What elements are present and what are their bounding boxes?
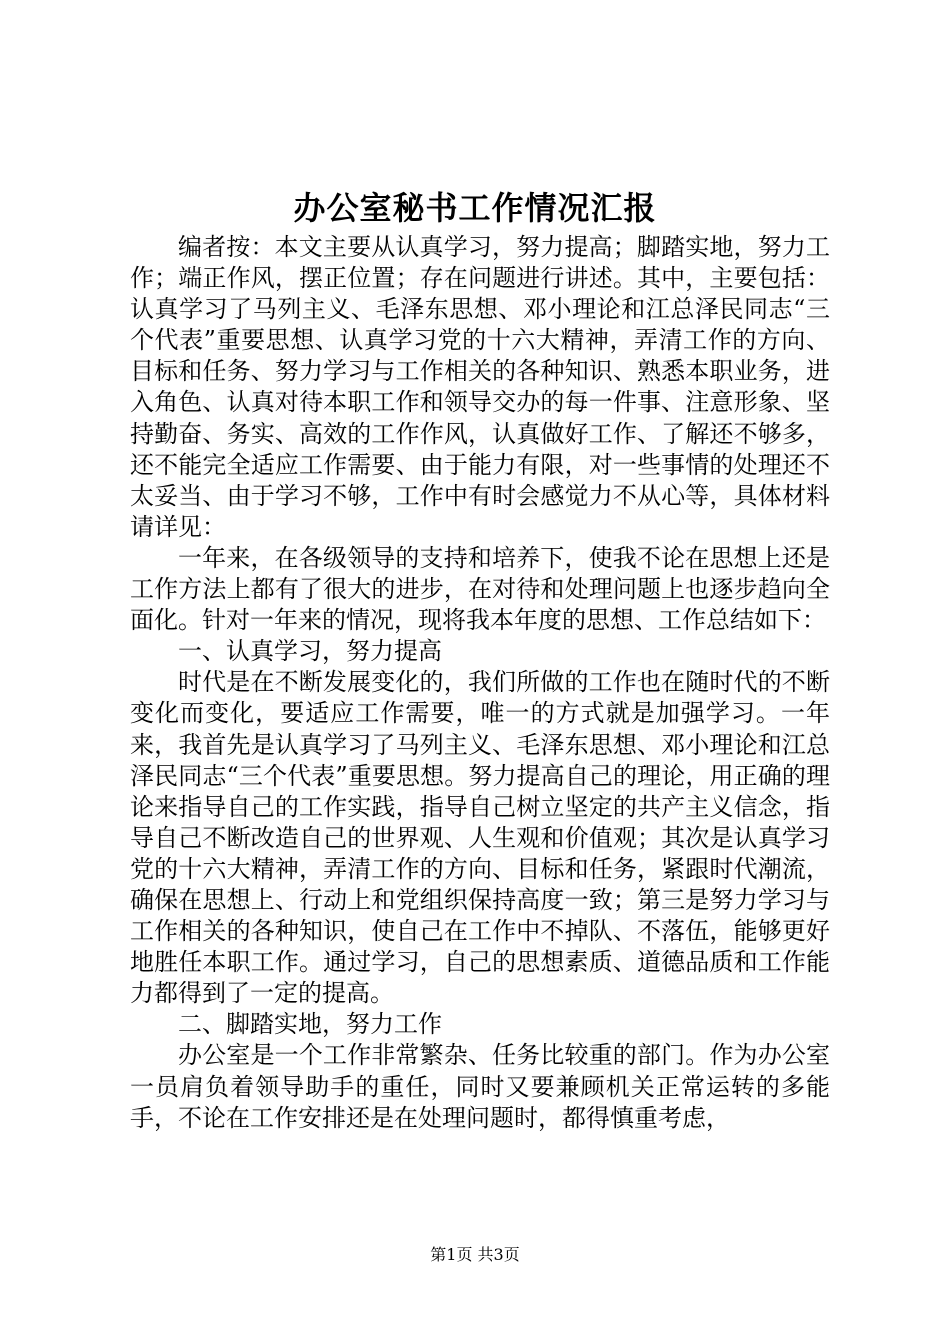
section-2-paragraph: 办公室是一个工作非常繁杂、任务比较重的部门。作为办公室一员肩负着领导助手的重任，同时又要兼顾机关正常运转的多能手，不论在工作安排还是在处理问题时，都得慎重考虑， xyxy=(130,1041,830,1132)
section-heading-2: 二、脚踏实地，努力工作 xyxy=(178,1010,442,1039)
section-1-paragraph: 时代是在不断发展变化的，我们所做的工作也在随时代的不断变化而变化，要适应工作需要，唯一的方式就是加强学习。一年来，我首先是认真学习了马列主义、毛泽东思想、邓小理论和江总泽民同志“三个代表”重要思想。努力提高自己的理论，用正确的理论来指导自己的工作实践，指导自己树立坚定的共产主义信念，指导自己不断改造自己的世界观、人生观和价值观；其次是认真学习党的十六大精神，弄清工作的方向、目标和任务，紧跟时代潮流，确保在思想上、行动上和党组织保持高度一致；第三是努力学习与工作相关的各种知识，使自己在工作中不掉队、不落伍，能够更好地胜任本职工作。通过学习，自己的思想素质、道德品质和工作能力都得到了一定的提高。 xyxy=(130,668,830,1008)
document-body xyxy=(130,232,830,1134)
page-footer: 第1页 共3页 xyxy=(430,1245,520,1264)
editor-note-paragraph: 编者按：本文主要从认真学习，努力提高；脚踏实地，努力工作；端正作风，摆正位置；存在问题进行讲述。其中，主要包括：认真学习了马列主义、毛泽东思想、邓小理论和江总泽民同志“三个代表”重要思想、认真学习党的十六大精神，弄清工作的方向、目标和任务、努力学习与工作相关的各种知识、熟悉本职业务，进入角色、认真对待本职工作和领导交办的每一件事、注意形象、坚持勤奋、务实、高效的工作作风，认真做好工作、了解还不够多，还不能完全适应工作需要、由于能力有限，对一些事情的处理还不太妥当、由于学习不够，工作中有时会感觉力不从心等，具体材料请详见： xyxy=(130,233,830,541)
document-title: 办公室秘书工作情况汇报 xyxy=(293,189,657,227)
intro-paragraph: 一年来，在各级领导的支持和培养下，使我不论在思想上还是工作方法上都有了很大的进步，在对待和处理问题上也逐步趋向全面化。针对一年来的情况，现将我本年度的思想、工作总结如下： xyxy=(130,543,830,635)
section-heading-1: 一、认真学习，努力提高 xyxy=(178,637,442,666)
